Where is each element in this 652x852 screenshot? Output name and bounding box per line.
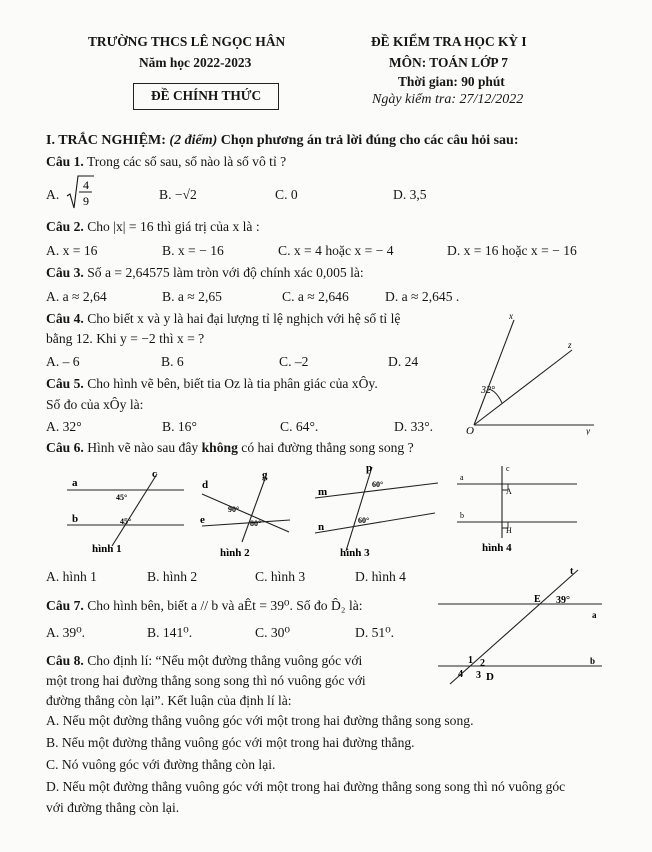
q3-option-a: A. a ≈ 2,64 <box>46 289 107 304</box>
official-label: ĐỀ CHÍNH THỨC <box>151 88 262 103</box>
h2-g-label: g <box>262 469 268 481</box>
q1-option-a <box>46 187 59 203</box>
q6-option-d: D. hình 4 <box>355 569 406 584</box>
question-3 <box>46 265 364 281</box>
q1-text: Trong các số sau, số nào là số vô tỉ ? <box>86 154 287 169</box>
q7-option-a: A. 39⁰. <box>46 625 86 640</box>
q6-figure-2 <box>194 468 304 560</box>
h3-caption: hình 3 <box>340 547 370 558</box>
q8-option-b: B. Nếu một đường thẳng vuông góc với một trong hai đường thẳng. <box>46 735 415 750</box>
q5-angle-label: 32° <box>481 385 495 396</box>
q7-num-4: 4 <box>458 669 463 680</box>
exam-title: ĐỀ KIỂM TRA HỌC KỲ I <box>371 34 527 49</box>
school-year: Năm học 2022-2023 <box>139 55 252 70</box>
q5-figure <box>454 310 614 435</box>
q8-text-line2: một trong hai đường thẳng song song thì nó vuông góc với <box>46 673 366 688</box>
h4-a-label: a <box>460 473 464 482</box>
h2-angle-1: 90° <box>228 505 240 514</box>
q8-option-d-line1: D. Nếu một đường thẳng vuông góc với một trong hai đường thẳng song song thì nó vuông góc <box>46 779 566 794</box>
q3-text: Số a = 2,64575 làm tròn với độ chính xác 0,005 là: <box>87 265 364 280</box>
question-4 <box>46 311 400 327</box>
h1-b-label: b <box>72 513 79 525</box>
h3-p-label: p <box>366 463 373 474</box>
h2-e-label: e <box>200 514 205 526</box>
question-8 <box>46 653 362 669</box>
q5-option-a: A. 32° <box>46 419 82 434</box>
h1-caption: hình 1 <box>92 543 122 555</box>
q2-option-c: C. x = 4 hoặc x = − 4 <box>278 243 394 258</box>
question-1 <box>46 154 286 170</box>
exam-date: Ngày kiểm tra: 27/12/2022 <box>372 92 524 107</box>
q7-label: Câu 7. <box>46 598 84 613</box>
q2-option-b: B. x = − 16 <box>162 243 224 258</box>
q6-option-c: C. hình 3 <box>255 569 306 584</box>
q1-option-b: B. −√2 <box>159 187 197 202</box>
q7-a-label: a <box>592 610 597 620</box>
q7-angle-label: 39° <box>556 595 570 606</box>
h1-a-label: a <box>72 477 78 489</box>
q2-label: Câu 2. <box>46 219 84 234</box>
question-7 <box>46 598 363 614</box>
h1-angle-2: 45° <box>120 517 132 526</box>
q4-option-c: C. –2 <box>279 354 309 369</box>
h4-c-label: c <box>506 464 510 473</box>
school-name: TRƯỜNG THCS LÊ NGỌC HÂN <box>88 34 286 49</box>
q7-t-label: t <box>570 566 574 577</box>
q8-option-d-line2: với đường thẳng còn lại. <box>46 800 180 815</box>
h3-angle-2: 60° <box>358 516 370 525</box>
q3-option-c: C. a ≈ 2,646 <box>282 289 349 304</box>
q4-text-line2: bằng 12. Khi y = −2 thì x = ? <box>46 331 205 346</box>
q7-option-b: B. 141⁰. <box>147 625 193 640</box>
q3-label: Câu 3. <box>46 265 84 280</box>
h3-n-label: n <box>318 521 325 533</box>
q7-option-d: D. 51⁰. <box>355 625 395 640</box>
q3-option-d: D. a ≈ 2,645 . <box>385 289 460 304</box>
q1-option-d: D. 3,5 <box>393 187 427 202</box>
q5-label: Câu 5. <box>46 376 84 391</box>
q5-x-label: x <box>509 311 513 321</box>
q5-text-line1: Cho hình vẽ bên, biết tia Oz là tia phân giác của xÔy. <box>87 376 378 391</box>
question-6 <box>46 440 414 456</box>
q6-text-bold: không <box>201 440 238 455</box>
q6-figure-3 <box>310 463 445 558</box>
q4-text-line1: Cho biết x và y là hai đại lượng tỉ lệ nghịch với hệ số tỉ lệ <box>87 311 401 326</box>
h1-angle-1: 45° <box>116 493 128 502</box>
section-title <box>46 133 519 149</box>
h4-b-label: b <box>460 511 464 520</box>
q6-figure-4 <box>452 462 582 556</box>
h2-d-label: d <box>202 479 209 491</box>
q1-option-c: C. 0 <box>275 187 298 202</box>
q8-option-c: C. Nó vuông góc với đường thẳng còn lại. <box>46 757 276 772</box>
q4-label: Câu 4. <box>46 311 84 326</box>
q1-label: Câu 1. <box>46 154 84 169</box>
q4-option-b: B. 6 <box>161 354 184 369</box>
question-2 <box>46 219 260 235</box>
h2-caption: hình 2 <box>220 547 250 559</box>
q6-figure-1 <box>62 466 192 558</box>
q1-a-numerator: 4 <box>83 178 89 192</box>
section-points: (2 điểm) <box>169 133 218 148</box>
q8-text-line3: đường thẳng còn lại”. Kết luận của định lí là: <box>46 693 292 708</box>
q5-text-line2: Số đo của xÔy là: <box>46 397 144 412</box>
q5-option-c: C. 64°. <box>280 419 319 434</box>
h4-H-label: H <box>506 526 512 535</box>
q7-E-label: E <box>534 594 541 605</box>
q7-D-label: D <box>486 671 494 683</box>
q6-text-pre: Hình vẽ nào sau đây <box>87 440 199 455</box>
q1-a-denominator: 9 <box>83 194 89 208</box>
q2-option-a: A. x = 16 <box>46 243 98 258</box>
q5-option-b: B. 16° <box>162 419 197 434</box>
q5-o-label: O <box>466 425 474 435</box>
q8-text-line1: Cho định lí: “Nếu một đường thẳng vuông góc với <box>87 653 363 668</box>
q8-label: Câu 8. <box>46 653 84 668</box>
q7-text: Cho hình bên, biết a // b và aÊt = 39⁰. Số đo D̂₂ là: <box>87 598 363 613</box>
q5-option-d: D. 33°. <box>394 419 434 434</box>
q4-option-d: D. 24 <box>388 354 419 369</box>
q3-option-b: B. a ≈ 2,65 <box>162 289 222 304</box>
h4-caption: hình 4 <box>482 542 512 554</box>
q6-text-post: có hai đường thẳng song song ? <box>241 440 414 455</box>
q7-option-c: C. 30⁰ <box>255 625 290 640</box>
q4-option-a: A. – 6 <box>46 354 80 369</box>
q1-a-prefix: A. <box>46 187 60 202</box>
q7-b-label: b <box>590 656 596 666</box>
h1-c-label: c <box>152 468 157 480</box>
q6-option-a: A. hình 1 <box>46 569 97 584</box>
h3-angle-1: 60° <box>372 480 384 489</box>
question-5 <box>46 376 378 392</box>
q2-option-d: D. x = 16 hoặc x = − 16 <box>447 243 577 258</box>
q5-z-label: z <box>568 340 572 350</box>
h3-m-label: m <box>318 486 328 498</box>
q7-num-1: 1 <box>468 655 473 666</box>
duration: Thời gian: 90 phút <box>398 74 505 89</box>
section-label: I. TRẮC NGHIỆM: <box>46 133 166 148</box>
h2-angle-2: 80° <box>250 519 262 528</box>
q8-option-a: A. Nếu một đường thẳng vuông góc với một trong hai đường thẳng song song. <box>46 713 474 728</box>
q6-option-b: B. hình 2 <box>147 569 198 584</box>
q7-num-3: 3 <box>476 670 481 681</box>
q6-label: Câu 6. <box>46 440 84 455</box>
q7-figure <box>430 560 610 692</box>
q5-y-label: y <box>586 426 590 435</box>
q7-num-2: 2 <box>480 658 485 669</box>
section-instruction: Chọn phương án trả lời đúng cho các câu hỏi sau: <box>220 133 519 148</box>
q2-text: Cho |x| = 16 thì giá trị của x là : <box>87 219 260 234</box>
subject: MÔN: TOÁN LỚP 7 <box>389 55 508 70</box>
h4-A-label: A <box>506 487 512 496</box>
q1-a-sqrt-fraction <box>66 174 96 212</box>
